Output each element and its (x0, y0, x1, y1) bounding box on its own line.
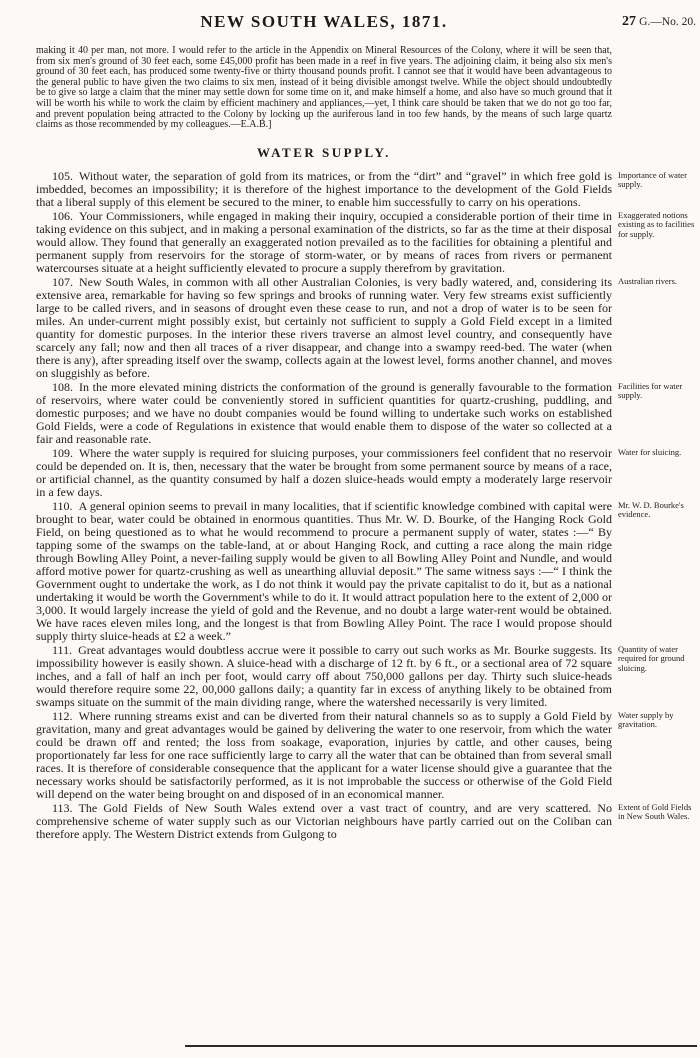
paragraph-row-112 (36, 710, 700, 801)
paragraph-number: 108. (52, 379, 73, 394)
paragraph-row-113 (36, 802, 700, 841)
paragraph-text: The Gold Fields of New South Wales extend over a vast tract of country, and are very scattered. No comprehensive scheme of water supply such as our Victorian neighbours have partly carried out on the Coliban can therefore apply. The Western District extends from Gulgong to (36, 800, 612, 841)
paragraph-row-106 (36, 210, 700, 275)
paragraph-text: A general opinion seems to prevail in many localities, that if scientific knowledge combined with capital were brought to bear, water could be obtained in enormous quantities. Thus Mr. W. D. Bourke, of the Hanging Rock Gold Field, on being questioned as to what he would recommend to procure a permanent supply of water, states :—“ By tapping some of the swamps on the table-land, at or about Hanging Rock, and cutting a race along the main ridge through Bowling Alley Point, a never-failing supply would be given to all Bowling Alley Point and Nundle, and would afford motive power for quartz-crushing as well as unearthing alluvial deposit.” The same witness says :—“ I think the Government ought to undertake the work, as I do not think it would pay the private capitalist to do it, but as a national undertaking it would be worth the Government's while to do it. It would attract population here to the extent of 2,000 or 3,000. It would largely increase the yield of gold and the Revenue, and no doubt a large water-rent would be obtained. We have races eleven miles long, and the longest is that from Bowling Alley Point. The race I would propose should supply thirty sluice-heads at £2 a week.” (36, 498, 612, 643)
paragraph-number: 110. (52, 498, 73, 513)
margin-note-113: Extent of Gold Fields in New South Wales. (618, 801, 692, 822)
paragraph-text: Where the water supply is required for sluicing purposes, your commissioners feel confident that no reservoir could be depended on. It is, then, necessary that the water be brought from some permanent source by means of a race, or artificial channel, as the quantity consumed by half a dozen sluice-heads would empty a moderately large reservoir in a few days. (36, 445, 612, 499)
page-header (36, 12, 698, 40)
paragraph-number: 111. (52, 642, 73, 657)
paragraph-row-111 (36, 644, 700, 709)
paragraph-number: 106. (52, 208, 73, 223)
paragraph-text: New South Wales, in common with all other Australian Colonies, is very badly watered, and, considering its extensive area, remarkable for having so few springs and brooks of running water. Very few streams exist sufficiently large to be called rivers, and in seasons of drought even these cease to run, and not a drop of water is to be seen for miles. An under-current might possibly exist, but certainly not sufficient to supply a Gold Field except in a limited quantity for domestic purposes. In the interior these rivers traverse an almost level country, and consequently have scarcely any fall; now and then all traces of a river disappear, and change into a swampy reed-bed. The water (when there is any), after spreading itself over the swamp, collects again at the lowest level, forms another channel, and moves on sluggishly as before. (36, 274, 612, 380)
paragraph-row-109 (36, 447, 700, 499)
bracketed-footnote: making it 40 per man, not more. I would refer to the article in the Appendix on Mineral Resources of the Colony, where it will be seen that, from six men's ground of 30 feet each, some £45,000 profit has been made in a reef in five years. The adjoining claim, it being also six men's ground of 30 feet each, has produced some twenty-five or thirty thousand pounds profit. I cannot see that it would have been advantageous to the general public to have given the two claims to six men, instead of it being divisible amongst twelve. While the object should undoubtedly be to give so large a claim that the miner may settle down for some time on it, and make himself a home, and also have so much ground that it will be worth his while to work the claim by efficient machinery and appliances,—yet, I think care should be taken that we do not go too far, and prevent population being attracted to the Colony by locking up the auriferous land in too few hands, by the means of such large quartz claims as those recommended by my colleagues.—E.A.B.] (36, 45, 612, 131)
page-title: NEW SOUTH WALES, 1871. (200, 12, 448, 31)
paragraph-number: 113. (52, 800, 73, 815)
page-number: 27 (622, 14, 636, 29)
paragraph-row-105 (36, 170, 700, 209)
margin-note-106: Exaggerated notions existing as to facilities for supply. (618, 209, 695, 239)
margin-note-112: Water supply by gravitation. (618, 709, 674, 730)
doc-number: G.—No. 20. (639, 16, 696, 28)
paragraph-109 (36, 447, 612, 499)
margin-note-108: Facilities for water supply. (618, 380, 683, 401)
margin-note-110: Mr. W. D. Bourke's evidence. (618, 499, 684, 520)
paragraph-number: 105. (52, 168, 73, 183)
paragraph-108 (36, 381, 612, 446)
paragraph-113 (36, 802, 612, 841)
paragraph-text: Great advantages would doubtless accrue were it possible to carry out such works as Mr. Bourke suggests. Its impossibility however is easily shown. A sluice-head with a discharge of 12 ft. by 6 ft., or a sectional area of 72 square inches, and a fall of half an inch per foot, would carry off about 750,000 gallons per day. Thirty such sluice-heads would therefore require some 22, 00,000 gallons daily; a quantity far in excess of anything likely to be obtained from swamps situate on the summit of the main dividing range, where the watershed necessarily is very limited. (36, 642, 612, 709)
paragraph-105 (36, 170, 612, 209)
paragraph-number: 112. (52, 708, 73, 723)
paragraph-row-107 (36, 276, 700, 380)
paragraph-row-108 (36, 381, 700, 446)
paragraph-row-110 (36, 500, 700, 643)
margin-note-111: Quantity of water required for ground sluicing. (618, 643, 685, 673)
paragraph-text: Your Commissioners, while engaged in making their inquiry, occupied a considerable portion of their time in taking evidence on this subject, and in making a personal examination of the districts, so far as the time at their disposal would allow. They found that generally an exaggerated notion prevailed as to the facilities for obtaining a plentiful and permanent supply from reservoirs for the storage of storm-water, or by means of races from rivers or permanent watercourses situate at a height sufficiently elevated to procure a supply therefrom by gravitation. (36, 208, 612, 275)
paragraph-text: In the more elevated mining districts the conformation of the ground is generally favourable to the formation of reservoirs, where water could be conveniently stored in sufficient quantities for quartz-crushing, puddling, and domestic purposes; and we have no doubt companies would be found willing to undertake such works on established Gold Fields, were a code of Regulations in existence that would enable them to dispose of the water so collected at a fair and reasonable rate. (36, 379, 612, 446)
paragraph-107 (36, 276, 612, 380)
paragraph-111 (36, 644, 612, 709)
paragraph-112 (36, 710, 612, 801)
margin-note-107: Australian rivers. (618, 275, 678, 286)
paragraph-number: 109. (52, 445, 73, 460)
margin-note-105: Importance of water supply. (618, 169, 687, 190)
paragraph-110 (36, 500, 612, 643)
bottom-rule (185, 1045, 697, 1047)
paragraph-number: 107. (52, 274, 73, 289)
paragraph-text: Where running streams exist and can be diverted from their natural channels so as to supply a Gold Field by gravitation, many and great advantages would be gained by delivering the water to one reservoir, from which the water could be drawn off and rented; the loss from soakage, evaporation, injuries by cattle, and other causes, being proportionately far less for one race sufficiently large to carry all the water that can be obtained than from several small races. It is therefore of considerable consequence that the applicant for a water license should give a guarantee that the necessary works should be satisfactorily performed, as it is not improbable the success or otherwise of the Gold Field will depend on the water being brought on and disposed of in an economical manner. (36, 708, 612, 801)
paragraph-text: Without water, the separation of gold from its matrices, or from the “dirt” and “gravel” in which free gold is imbedded, becomes an impossibility; it is therefore of the highest importance to the development of the Gold Fields that a liberal supply of this element be secured to the miner, to enable him successfully to carry on his operations. (36, 168, 612, 209)
section-heading: WATER SUPPLY. (257, 144, 391, 160)
margin-note-109: Water for sluicing. (618, 446, 682, 457)
paragraph-106 (36, 210, 612, 275)
